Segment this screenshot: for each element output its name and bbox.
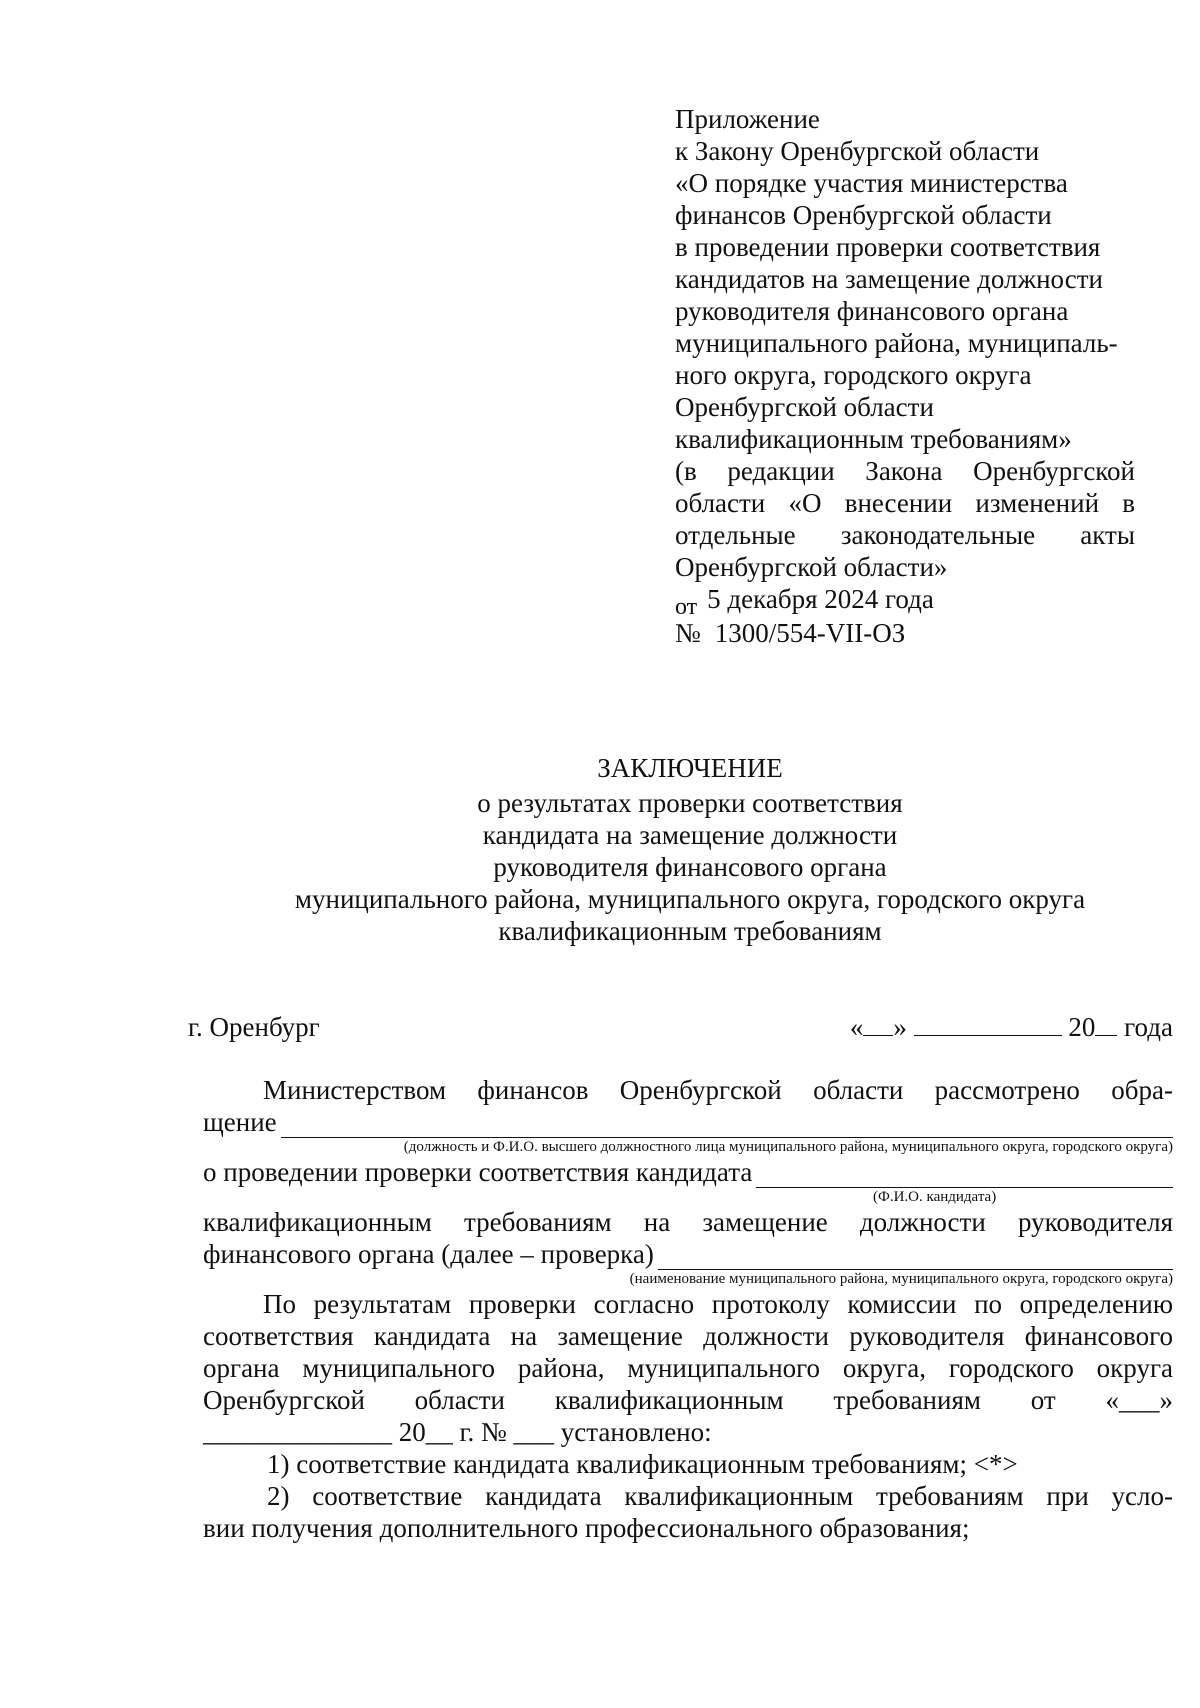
appendix-line: к Закону Оренбургской области	[675, 136, 1040, 166]
date-prefix: от	[675, 594, 698, 620]
body-line: органа муниципального района, муниципального округа, городского округа	[203, 1353, 1173, 1383]
document-title-block	[200, 752, 1180, 947]
appendix-line: Оренбургской области»	[675, 552, 948, 582]
title-line: о результатах проверки соответствия	[477, 788, 903, 818]
appendix-header	[675, 103, 1135, 649]
date-blank	[850, 1011, 1173, 1043]
appeal-row	[203, 1106, 1173, 1138]
appendix-line: кандидатов на замещение должности	[675, 264, 1103, 294]
date-value: 5 декабря 2024 года	[707, 584, 934, 614]
year-blank	[1095, 1011, 1117, 1036]
official-blank	[281, 1113, 1173, 1138]
body-line: Оренбургской области квалификационным требованиям от «___»	[203, 1385, 1173, 1415]
title-line: руководителя финансового органа	[493, 852, 887, 882]
candidate-row	[203, 1156, 1173, 1188]
appendix-line: отдельные законодательные акты	[675, 520, 1135, 550]
body-line: квалификационным требованиям на замещение должности руководителя	[203, 1207, 1173, 1237]
day-blank	[863, 1011, 893, 1036]
appendix-number	[675, 617, 1135, 649]
appendix-line: Оренбургской области	[675, 392, 934, 422]
city-name: г. Оренбург	[188, 1012, 320, 1042]
body-line: о проведении проверки соответствия кандидата	[203, 1157, 753, 1187]
day-open-quote: «	[849, 1012, 864, 1042]
title-line: кандидата на замещение должности	[482, 820, 898, 850]
appendix-line: финансов Оренбургской области	[675, 200, 1052, 230]
appendix-line: области «О внесении изменений в	[675, 488, 1135, 518]
municipality-caption: (наименование муниципального района, муниципального округа, городского округа)	[629, 1271, 1173, 1287]
document-title: ЗАКЛЮЧЕНИЕ	[597, 753, 783, 783]
year-prefix: 20	[1068, 1012, 1096, 1042]
appendix-line: в проведении проверки соответствия	[675, 232, 1101, 262]
year-suffix: года	[1124, 1012, 1173, 1042]
municipality-row	[203, 1238, 1173, 1270]
month-blank	[914, 1011, 1062, 1036]
appendix-line: руководителя финансового органа	[675, 296, 1069, 326]
appendix-line: ного округа, городского округа	[675, 360, 1032, 390]
appendix-date	[675, 583, 1135, 620]
list-item-2-cont: вии получения дополнительного профессионального образования;	[203, 1513, 970, 1543]
day-close-quote: »	[893, 1012, 907, 1042]
appendix-line: муниципального района, муниципаль-	[675, 328, 1118, 358]
number-prefix: №	[675, 618, 701, 648]
title-line: муниципального района, муниципального округа, городского округа	[294, 884, 1086, 914]
appendix-line: «О порядке участия министерства	[675, 168, 1068, 198]
appendix-line: Приложение	[675, 104, 820, 134]
appendix-line: квалификационным требованиям»	[675, 424, 1072, 454]
list-item-2: 2) соответствие кандидата квалификационным требованиям при усло-	[267, 1481, 1173, 1511]
body-line: соответствия кандидата на замещение должности руководителя финансового	[203, 1321, 1173, 1351]
body-line: Министерством финансов Оренбургской области рассмотрено обра-	[263, 1075, 1173, 1105]
appendix-line: (в редакции Закона Оренбургской	[675, 456, 1135, 486]
body-line: ______________ 20__ г. № ___ установлено:	[203, 1417, 712, 1447]
candidate-caption: (Ф.И.О. кандидата)	[873, 1189, 997, 1205]
official-caption: (должность и Ф.И.О. высшего должностного лица муниципального района, муниципального округа, городского округа)	[403, 1139, 1173, 1155]
municipality-blank	[658, 1245, 1173, 1270]
document-body	[203, 1074, 1173, 1544]
body-line: щение	[203, 1107, 277, 1137]
candidate-blank	[756, 1163, 1173, 1188]
number-value: 1300/554-VII-ОЗ	[714, 618, 906, 648]
body-line: финансового органа (далее – проверка)	[203, 1239, 654, 1269]
body-line: По результатам проверки согласно протоколу комиссии по определению	[263, 1289, 1173, 1319]
list-item-1: 1) соответствие кандидата квалификационным требованиям; <*>	[267, 1449, 1018, 1479]
title-line: квалификационным требованиям	[498, 916, 882, 946]
